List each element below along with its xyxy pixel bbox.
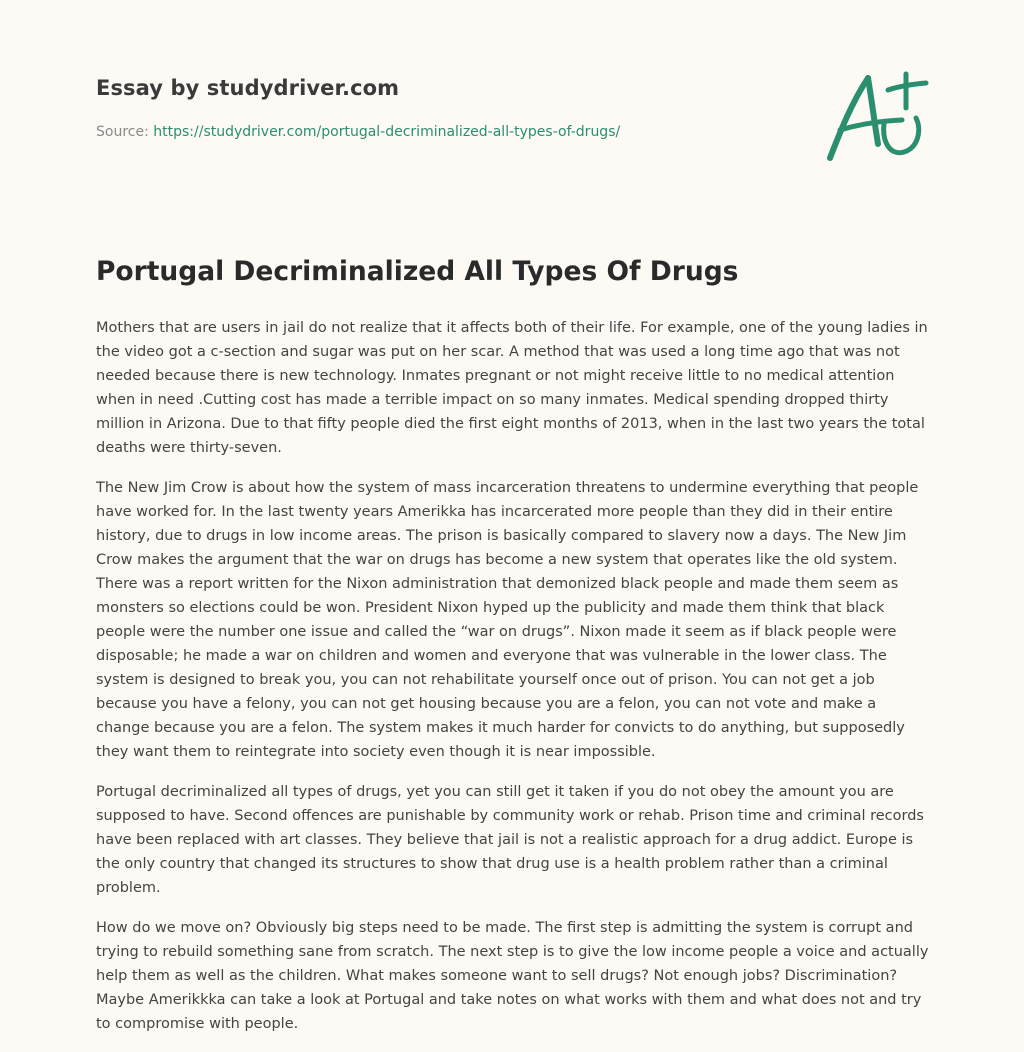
site-brand: Essay by studydriver.com	[96, 76, 400, 100]
source-link[interactable]: https://studydriver.com/portugal-decriminalized-all-types-of-drugs/	[153, 124, 621, 140]
source-line	[96, 124, 620, 140]
a-plus-grade-icon	[822, 68, 930, 166]
essay-body	[96, 316, 932, 1052]
essay-paragraph: Mothers that are users in jail do not realize that it affects both of their life. For example, one of the young ladies in the video got a c-section and sugar was put on her scar. A method that was used a long time ago that was not needed because there is new technology. Inmates pregnant or not might receive little to no medical attention when in need .Cutting cost has made a terrible impact on so many inmates. Medical spending dropped thirty million in Arizona. Due to that fifty people died the first eight months of 2013, when in the last two years the total deaths were thirty-seven.	[96, 320, 928, 456]
essay-paragraph: The New Jim Crow is about how the system of mass incarceration threatens to undermine everything that people have worked for. In the last twenty years Amerikka has incarcerated more people than they did in their entire history, due to drugs in low income areas. The prison is basically compared to slavery now a days. The New Jim Crow makes the argument that the war on drugs has become a new system that operates like the old system. There was a report written for the Nixon administration that demonized black people and made them seem as monsters so elections could be won. President Nixon hyped up the publicity and made them think that black people were the number one issue and called the “war on drugs”. Nixon made it seem as if black people were disposable; he made a war on children and women and everyone that was vulnerable in the lower class. The system is designed to break you, you can not rehabilitate yourself once out of prison. You can not get a job because you have a felony, you can not get housing because you are a felon, you can not vote and make a change because you are a felon. The system makes it much harder for convicts to do anything, but supposedly they want them to reintegrate into society even though it is near impossible.	[96, 480, 919, 760]
essay-paragraph: Portugal decriminalized all types of drugs, yet you can still get it taken if you do not obey the amount you are supposed to have. Second offences are punishable by community work or rehab. Prison time and criminal records have been replaced with art classes. They believe that jail is not a realistic approach for a drug addict. Europe is the only country that changed its structures to show that drug use is a health problem rather than a criminal problem.	[96, 784, 924, 896]
essay-paragraph: How do we move on? Obviously big steps need to be made. The first step is admitting the system is corrupt and trying to rebuild something sane from scratch. The next step is to give the low income people a voice and actually help them as well as the children. What makes someone want to sell drugs? Not enough jobs? Discrimination? Maybe Amerikkka can take a look at Portugal and take notes on what works with them and what does not and try to compromise with people.	[96, 920, 929, 1032]
essay-title: Portugal Decriminalized All Types Of Drugs	[96, 256, 739, 287]
source-label: Source:	[96, 124, 149, 140]
